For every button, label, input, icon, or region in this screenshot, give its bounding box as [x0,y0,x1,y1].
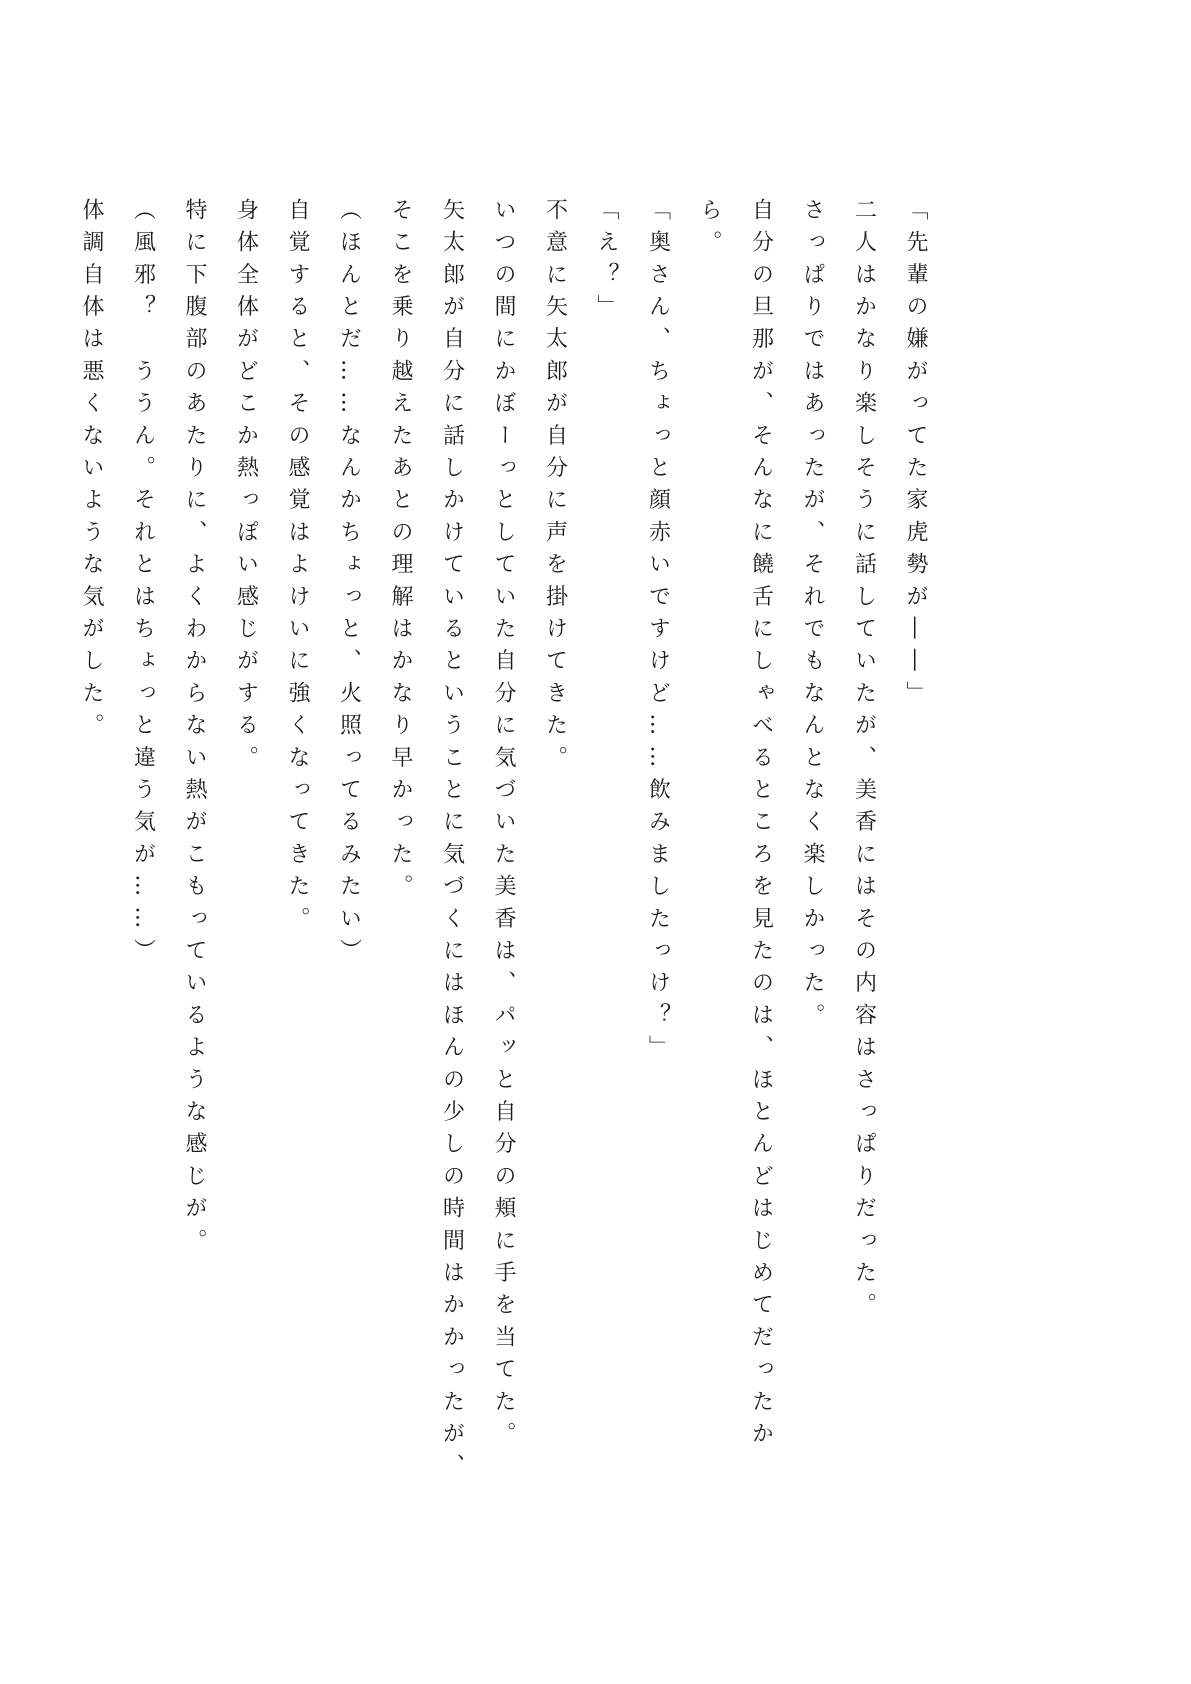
paragraph-9: 矢太郎が自分に話しかけているということに気づくにはほんの少しの時間はかかったが、そこを乗り越えたあとの理解はかなり早かった。 [388,198,465,1486]
paragraph-15: 体調自体は悪くないような気がした。 [79,198,104,746]
vertical-text-body [66,198,942,1498]
paragraph-13: 特に下腹部のあたりに、よくわからない熱がこもっているような感じが。 [182,198,207,1261]
paragraph-11: 自覚すると、その感覚はよけいに強くなってきた。 [285,198,310,939]
paragraph-4: 自分の旦那が、そんなに饒舌にしゃべるところを見たのは、ほとんどはじめてだったから。 [697,198,774,1454]
paragraph-5: 「奥さん、ちょっと顔赤いですけど……飲みましたっけ？」 [645,198,671,1068]
paragraph-3: さっぱりではあったが、それでもなんとなく楽しかった。 [800,198,825,1036]
paragraph-14: （風邪？ ううん。それとはちょっと違う気が……） [130,198,156,971]
paragraph-12: 身体全体がどこか熱っぽい感じがする。 [233,198,259,778]
paragraph-6: 「え？」 [594,198,619,327]
paragraph-2: 二人はかなり楽しそうに話していたが、美香にはその内容はさっぱりだった。 [851,198,877,1325]
paragraph-10: （ほんとだ……なんかちょっと、火照ってるみたい） [336,198,362,971]
paragraph-7: 不意に矢太郎が自分に声を掛けてきた。 [542,198,568,778]
paragraph-8: いつの間にかぼーっとしていた自分に気づいた美香は、パッと自分の頬に手を当てた。 [491,198,516,1454]
paragraph-1: 「先輩の嫌がってた家虎勢が――」 [903,198,928,714]
